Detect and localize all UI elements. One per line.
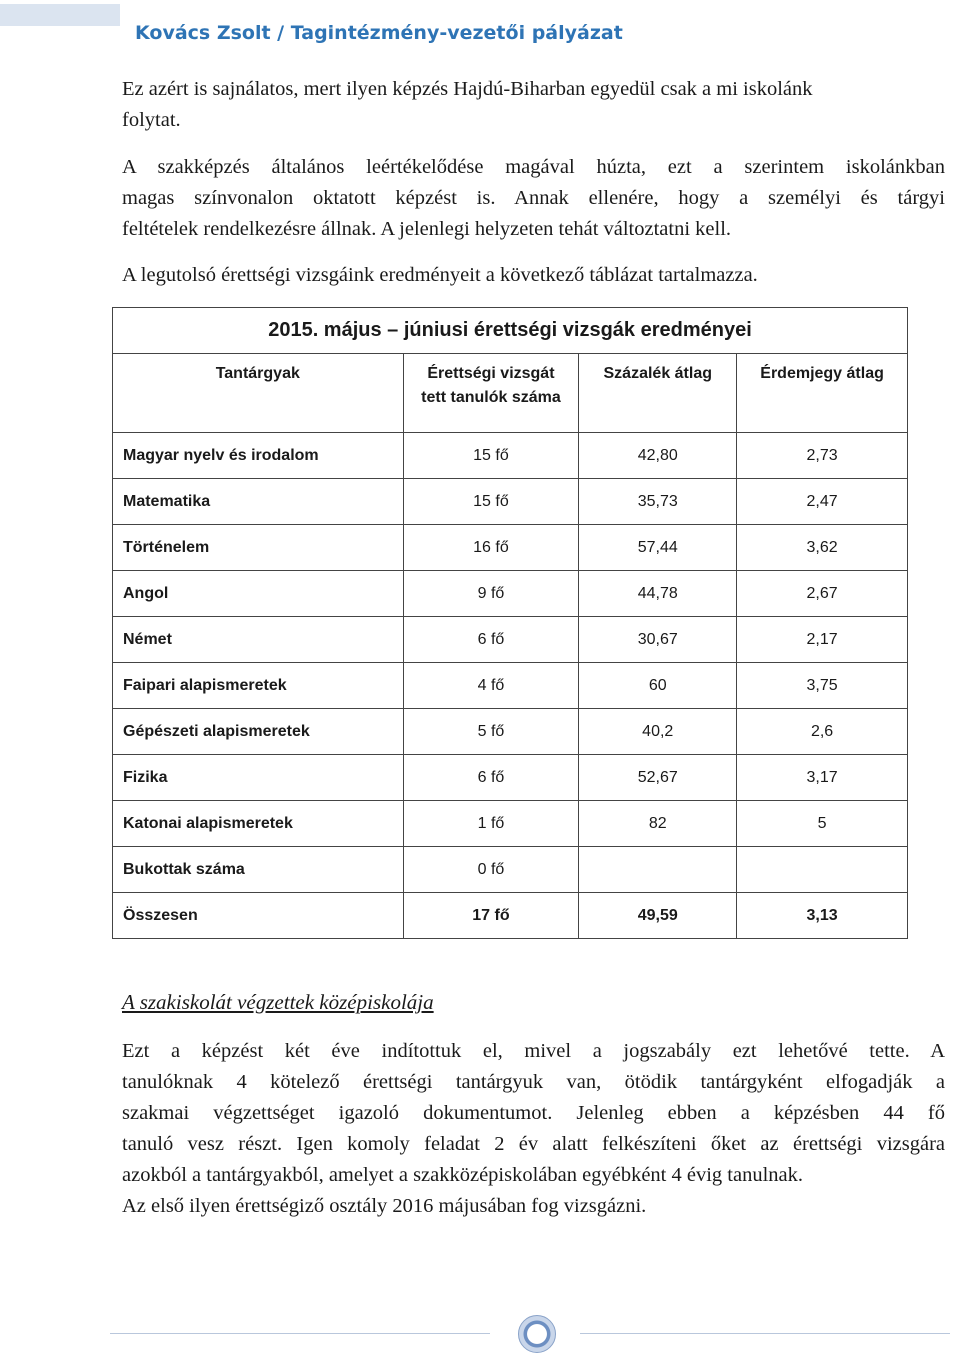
table-row xyxy=(113,709,908,755)
cell-student-count: 9 fő xyxy=(403,571,579,617)
cell-student-count: 15 fő xyxy=(403,479,579,525)
text-line: Ez azért is sajnálatos, mert ilyen képzés Hajdú-Biharban egyedül csak a mi iskolánk xyxy=(122,78,813,100)
header-student-count xyxy=(403,354,579,433)
cell-student-count: 0 fő xyxy=(403,847,579,893)
cell-subject: Matematika xyxy=(113,479,404,525)
cell-subject: Faipari alapismeretek xyxy=(113,663,404,709)
cell-percent: 30,67 xyxy=(579,617,737,663)
cell-subject: Fizika xyxy=(113,755,404,801)
cell-grade: 3,13 xyxy=(737,893,908,939)
table-row xyxy=(113,617,908,663)
table-title-row xyxy=(113,308,908,354)
table-row xyxy=(113,525,908,571)
cell-subject: Történelem xyxy=(113,525,404,571)
table-title: 2015. május – júniusi érettségi vizsgák eredményei xyxy=(113,308,908,354)
text-line: tanuló vesz részt. Igen komoly feladat 2 év alatt felkészíteni őket az érettségi vizsgára xyxy=(122,1133,945,1155)
header-percent-average: Százalék átlag xyxy=(579,354,737,433)
table-row xyxy=(113,571,908,617)
table-row xyxy=(113,479,908,525)
cell-student-count: 6 fő xyxy=(403,755,579,801)
footer-rule-left xyxy=(110,1333,490,1334)
footer-rule-right xyxy=(580,1333,950,1334)
intro-paragraph-1 xyxy=(122,74,945,136)
header-grade-average: Érdemjegy átlag xyxy=(737,354,908,433)
header-subjects: Tantárgyak xyxy=(113,354,404,433)
cell-grade: 2,17 xyxy=(737,617,908,663)
table-row xyxy=(113,433,908,479)
text-line: magas színvonalon oktatott képzést is. Annak ellenére, hogy a személyi és tárgyi xyxy=(122,187,945,209)
exam-results-table xyxy=(112,307,908,939)
cell-subject: Magyar nyelv és irodalom xyxy=(113,433,404,479)
text-line: folytat. xyxy=(122,109,181,131)
cell-subject: Angol xyxy=(113,571,404,617)
cell-student-count: 17 fő xyxy=(403,893,579,939)
cell-percent: 49,59 xyxy=(579,893,737,939)
table-row xyxy=(113,893,908,939)
cell-percent: 44,78 xyxy=(579,571,737,617)
cell-percent: 57,44 xyxy=(579,525,737,571)
cell-grade: 2,47 xyxy=(737,479,908,525)
cell-student-count: 6 fő xyxy=(403,617,579,663)
cell-subject: Katonai alapismeretek xyxy=(113,801,404,847)
school-seal-icon xyxy=(518,1315,556,1353)
text-line: A szakképzés általános leértékelődése magával húzta, ezt a szerintem iskolánkban xyxy=(122,156,945,178)
table-row xyxy=(113,663,908,709)
cell-student-count: 4 fő xyxy=(403,663,579,709)
cell-percent: 82 xyxy=(579,801,737,847)
header-student-count-line-1: Érettségi vizsgát xyxy=(427,365,555,382)
cell-student-count: 15 fő xyxy=(403,433,579,479)
cell-subject: Gépészeti alapismeretek xyxy=(113,709,404,755)
cell-grade: 3,17 xyxy=(737,755,908,801)
cell-grade: 2,67 xyxy=(737,571,908,617)
table-row xyxy=(113,801,908,847)
cell-grade xyxy=(737,847,908,893)
table-row xyxy=(113,755,908,801)
cell-percent: 52,67 xyxy=(579,755,737,801)
cell-grade: 5 xyxy=(737,801,908,847)
cell-grade: 3,62 xyxy=(737,525,908,571)
cell-subject: Bukottak száma xyxy=(113,847,404,893)
cell-percent xyxy=(579,847,737,893)
intro-paragraph-2 xyxy=(122,152,945,245)
header-student-count-line-2: tett tanulók száma xyxy=(421,389,561,406)
cell-subject: Összesen xyxy=(113,893,404,939)
cell-subject: Német xyxy=(113,617,404,663)
cell-student-count: 5 fő xyxy=(403,709,579,755)
cell-percent: 35,73 xyxy=(579,479,737,525)
text-line: azokból a tantárgyakból, amelyet a szakközépiskolában egyébként 4 évig tanulnak. xyxy=(122,1164,804,1186)
cell-student-count: 1 fő xyxy=(403,801,579,847)
text-line: tanulóknak 4 kötelező érettségi tantárgyuk van, ötödik tantárgyként elfogadják a xyxy=(122,1071,945,1093)
cell-grade: 2,73 xyxy=(737,433,908,479)
text-line: szakmai végzettséget igazoló dokumentumot. Jelenleg ebben a képzésben 44 fő xyxy=(122,1102,945,1124)
text-line: Az első ilyen érettségiző osztály 2016 májusában fog vizsgázni. xyxy=(122,1195,647,1217)
text-line: A legutolsó érettségi vizsgáink eredményeit a következő táblázat tartalmazza. xyxy=(122,264,758,286)
intro-paragraph-3 xyxy=(122,260,945,291)
header-tab-decoration xyxy=(0,4,120,26)
cell-percent: 60 xyxy=(579,663,737,709)
cell-student-count: 16 fő xyxy=(403,525,579,571)
section-paragraph xyxy=(122,1036,945,1222)
text-line: feltételek rendelkezésre állnak. A jelenlegi helyzeten tehát változtatni kell. xyxy=(122,218,732,240)
page-header-title: Kovács Zsolt / Tagintézmény-vezetői pályázat xyxy=(135,22,623,44)
table-body xyxy=(113,433,908,939)
cell-grade: 3,75 xyxy=(737,663,908,709)
table-header-row xyxy=(113,354,908,433)
table-row xyxy=(113,847,908,893)
text-line: Ezt a képzést két éve indítottuk el, mivel a jogszabály ezt lehetővé tette. A xyxy=(122,1040,945,1062)
section-title: A szakiskolát végzettek középiskolája xyxy=(122,990,434,1014)
cell-percent: 40,2 xyxy=(579,709,737,755)
cell-grade: 2,6 xyxy=(737,709,908,755)
cell-percent: 42,80 xyxy=(579,433,737,479)
